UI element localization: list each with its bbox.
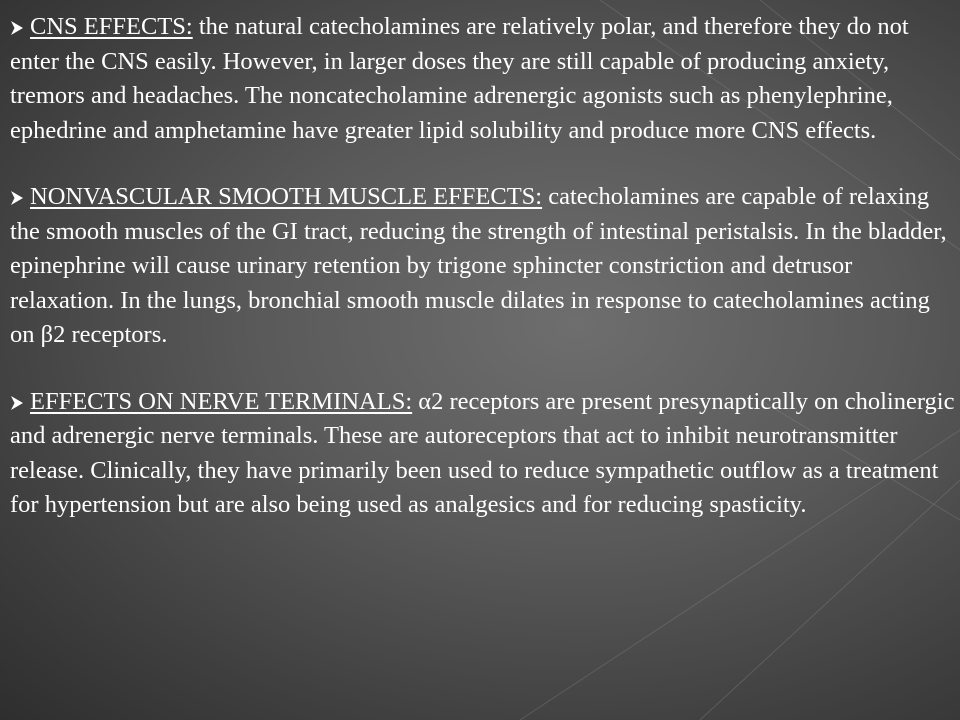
- bullet-text: catecholamines are capable of relaxing the smooth muscles of the GI tract, reducing the strength of intestinal peristalsis. In the bladder, epinephrine will cause urinary retention by trigone sphincter constriction and detrusor relaxation. In the lungs, bronchial smooth muscle dilates in response to catecholamines acting on β2 receptors.: [10, 183, 947, 348]
- bullet-text: the natural catecholamines are relatively polar, and therefore they do not enter the CNS easily. However, in larger doses they are still capable of producing anxiety, tremors and headaches. The noncatecholamine adrenergic agonists such as phenylephrine, ephedrine and amphetamine have greater lipid solubility and produce more CNS effects.: [10, 13, 909, 144]
- bullet-heading: EFFECTS ON NERVE TERMINALS:: [30, 387, 413, 415]
- bullet-nonvascular-smooth-muscle-effects: [10, 180, 955, 353]
- arrowhead-bullet-icon: [10, 10, 30, 45]
- bullet-cns-effects: [10, 10, 955, 148]
- arrowhead-bullet-icon: [10, 180, 30, 215]
- bullet-heading: NONVASCULAR SMOOTH MUSCLE EFFECTS:: [30, 183, 543, 210]
- bullet-effects-on-nerve-terminals: [10, 385, 955, 523]
- bullet-text: α2 receptors are present presynaptically on cholinergic and adrenergic nerve terminals. These are autoreceptors that act to inhibit neurotransmitter release. Clinically, they have primarily been used to reduce sympathetic outflow as a treatment for hypertension but are also being used as analgesics and for reducing spasticity.: [10, 387, 955, 518]
- slide-content: [10, 10, 955, 555]
- arrowhead-bullet-icon: [10, 385, 30, 420]
- bullet-heading: CNS EFFECTS:: [30, 13, 193, 40]
